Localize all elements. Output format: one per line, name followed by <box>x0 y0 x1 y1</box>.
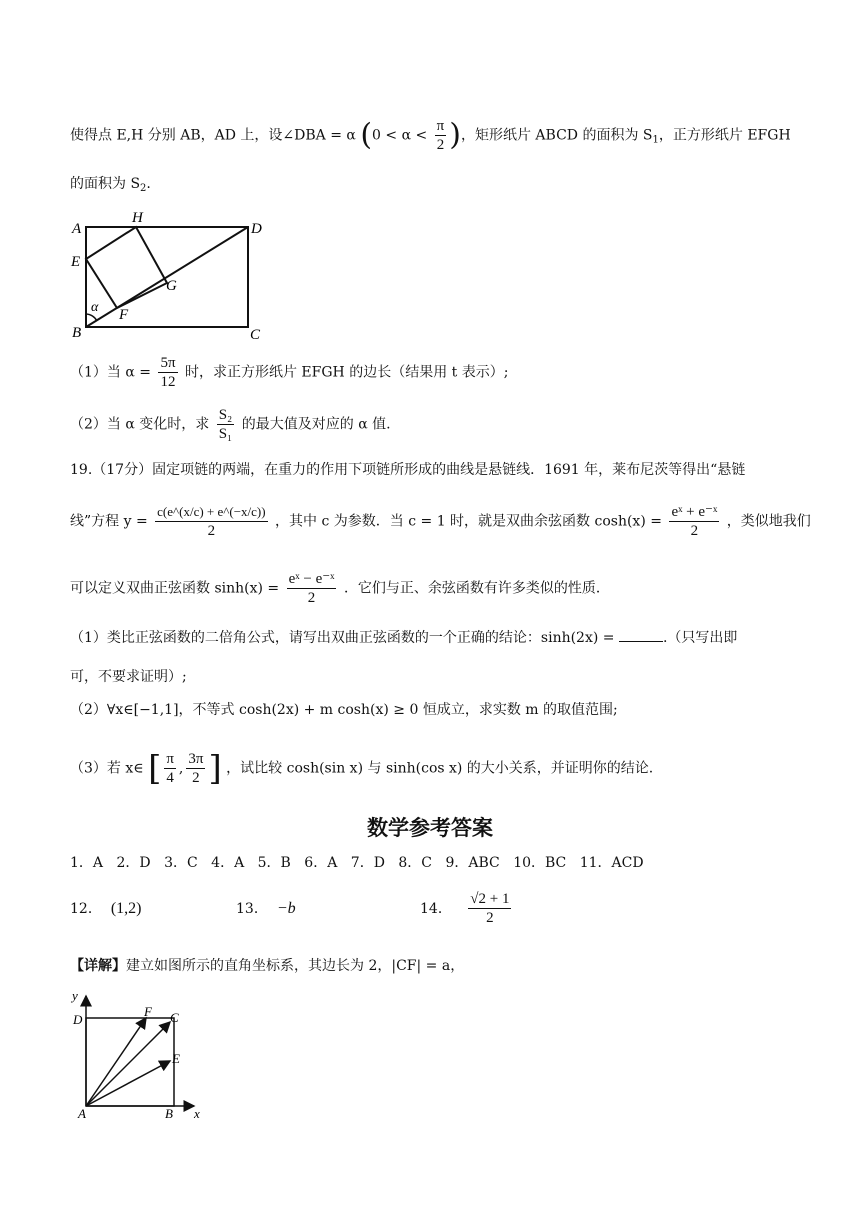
p19-q2: （2）∀x∈[−1,1]，不等式 cosh(2x) + m cosh(x) ≥ 0 恒成立，求实数 m 的取值范围; <box>70 702 618 718</box>
label-x: x <box>194 1106 200 1118</box>
label-d: D <box>251 221 262 237</box>
p18-line1: 使得点 E,H 分别 AB，AD 上，设∠DBA = α (0 < α < $\frac{\pi}{2}$ )，矩形纸片 ABCD 的面积为 $S_1$，正方形纸片 EFGH <box>70 117 791 153</box>
p18-cond-frac: $\frac{\pi}{2}$ <box>436 118 445 153</box>
label-y: y <box>72 988 78 1003</box>
paren-left: ( <box>360 117 373 153</box>
paren-right: ) <box>449 117 461 153</box>
answers-title: 数学参考答案 <box>367 816 493 840</box>
p18-text-a: 使得点 E,H 分别 AB，AD 上，设∠DBA = α <box>70 127 356 144</box>
label-c: C <box>250 327 261 343</box>
vector-ac <box>86 1022 170 1106</box>
p18-q2: （2）当 α 变化时，求 $\frac{\text{S₂}}{\text{S₁}}$ 的最大值及对应的 α 值. <box>70 407 391 442</box>
angle-arc <box>86 314 97 321</box>
label-e: E <box>71 254 81 270</box>
label-b: B <box>72 325 82 341</box>
label-c2: C <box>170 1010 179 1025</box>
vector-af <box>86 1018 146 1106</box>
answer-14: 14． $\frac{√2 + 1}{2}$ <box>420 891 510 926</box>
p18-line2: 的面积为 $S_2$. <box>70 176 151 194</box>
label-g: G <box>166 278 177 294</box>
coordinate-figure <box>66 988 216 1118</box>
label-h: H <box>132 210 143 226</box>
vector-ae <box>86 1061 170 1106</box>
rectangle-square-figure <box>66 204 276 344</box>
p19-line2: 线”方程 y = $\frac{c(e\^{}(x/c) + e\^{}(-x/c))}{2}$ ，其中 c 为参数．当 c = 1 时，就是双曲余弦函数 cosh(x) = $\frac{\text{eˣ + e⁻ˣ}}{2}$ ，类似地我们 <box>70 504 811 539</box>
p19-line1: 19.（17分）固定项链的两端，在重力的作用下项链所形成的曲线是悬链线．1691 年，莱布尼茨等得出“悬链 <box>70 462 746 478</box>
label-d2: D <box>73 1012 83 1027</box>
diagonal-bd <box>86 227 248 327</box>
p19-q1: （1）类比正弦函数的二倍角公式，请写出双曲正弦函数的一个正确的结论：sinh(2x) = .（只写出即 <box>70 630 738 646</box>
answer-13: 13． −b⃗ <box>236 900 309 917</box>
p18-q1: （1）当 α = $\frac{5\pi}{12}$ 时，求正方形纸片 EFGH 的边长（结果用 t 表示）; <box>70 355 509 390</box>
label-b2: B <box>165 1106 173 1118</box>
label-alpha: α <box>91 300 99 315</box>
label-e2: E <box>172 1051 180 1066</box>
label-f: F <box>119 307 129 323</box>
p18-text-c: ，正方形纸片 EFGH <box>658 127 791 144</box>
p18-text-b: ，矩形纸片 ABCD 的面积为 S <box>460 127 653 144</box>
label-a: A <box>72 221 82 237</box>
answer-blank[interactable] <box>619 629 663 642</box>
detail-line: 【详解】建立如图所示的直角坐标系，其边长为 2，|CF| = a， <box>70 958 465 974</box>
label-f2: F <box>144 1004 152 1019</box>
answer-12: 12． (1,2) <box>70 900 142 917</box>
p19-q1-cont: 可，不要求证明）; <box>70 669 187 685</box>
p19-q3: （3）若 x∈ [ $\frac{\pi}{4}$ , $\frac{3\pi}{2}$ ] ，试比较 cosh(sin x) 与 sinh(cos x) 的大小关系，并证明你的结论. <box>70 748 654 789</box>
square-efgh <box>86 227 167 308</box>
p19-line3: 可以定义双曲正弦函数 sinh(x) = $\frac{\text{eˣ − e⁻ˣ}}{2}$ ．它们与正、余弦函数有许多类似的性质． <box>70 571 610 606</box>
label-a2: A <box>78 1106 86 1118</box>
choice-answers: 1．A 2．D 3．C 4．A 5．B 6．A 7．D 8．C 9．ABC 10．BC 11．ACD <box>70 855 644 871</box>
p18-condition: 0 < α < <box>372 127 428 144</box>
